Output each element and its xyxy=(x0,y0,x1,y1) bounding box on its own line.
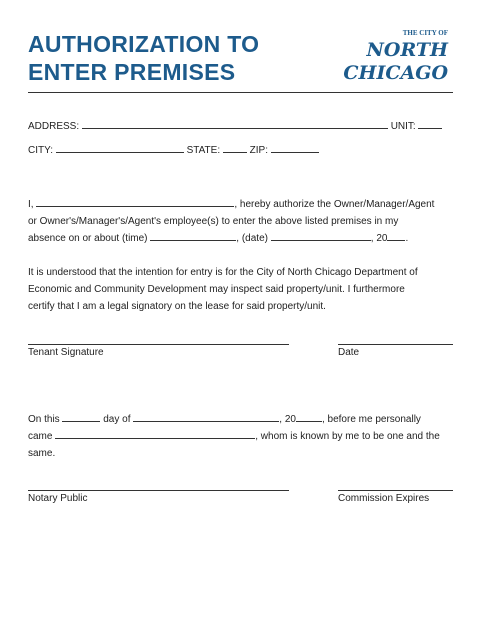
notary-line-3: same. xyxy=(28,448,56,459)
address-label: ADDRESS: xyxy=(28,121,80,132)
commission-expires-field[interactable] xyxy=(338,490,453,491)
state-field[interactable] xyxy=(223,142,247,153)
authorization-line-3: absence on or about (time) , (date) , 20 . xyxy=(28,230,453,247)
zip-field[interactable] xyxy=(271,142,319,153)
signature-date-field[interactable] xyxy=(338,344,453,345)
authorization-line-1: I, , hereby authorize the Owner/Manager/Agent xyxy=(28,196,453,213)
logo-top-text: THE CITY OF xyxy=(402,29,448,37)
address-field[interactable] xyxy=(82,118,388,129)
signature-date-label: Date xyxy=(338,347,360,358)
commission-expires-label: Commission Expires xyxy=(338,493,430,504)
city-logo xyxy=(336,26,454,86)
unit-label: UNIT: xyxy=(390,121,416,132)
notary-paragraph xyxy=(28,411,453,462)
header-divider xyxy=(28,92,453,93)
notary-public-label: Notary Public xyxy=(28,493,88,504)
logo-word-chicago: CHICAGO xyxy=(343,62,448,84)
notary-day-field[interactable] xyxy=(62,411,100,422)
year-field[interactable] xyxy=(387,230,405,241)
zip-label: ZIP: xyxy=(249,145,269,156)
title-line-2: ENTER PREMISES xyxy=(28,59,236,85)
logo-word-north: NORTH xyxy=(366,39,448,61)
title-line-1: AUTHORIZATION TO xyxy=(28,31,260,57)
tenant-signature-label: Tenant Signature xyxy=(28,347,104,358)
notary-year-field[interactable] xyxy=(296,411,322,422)
understanding-line-3: certify that I am a legal signatory on the lease for said property/unit. xyxy=(28,301,326,312)
notary-line-2: came , whom is known by me to be one and the xyxy=(28,428,453,445)
city-row xyxy=(28,142,319,158)
tenant-signature-field[interactable] xyxy=(28,344,289,345)
notary-line-1: On this day of , 20 , before me personally xyxy=(28,411,453,428)
notary-signature-field[interactable] xyxy=(28,490,289,491)
city-label: CITY: xyxy=(28,145,54,156)
unit-field[interactable] xyxy=(418,118,442,129)
state-label: STATE: xyxy=(186,145,221,156)
understanding-line-2: Economic and Community Development may inspect said property/unit. I furthermore xyxy=(28,284,405,295)
city-field[interactable] xyxy=(56,142,184,153)
authorization-line-2: or Owner's/Manager's/Agent's employee(s) to enter the above listed premises in my xyxy=(28,216,399,227)
understanding-paragraph xyxy=(28,264,453,315)
time-field[interactable] xyxy=(150,230,236,241)
tenant-name-field[interactable] xyxy=(36,196,234,207)
address-row xyxy=(28,118,442,134)
understanding-line-1: It is understood that the intention for entry is for the City of North Chicago Department of xyxy=(28,267,418,278)
notary-month-field[interactable] xyxy=(133,411,279,422)
date-field[interactable] xyxy=(271,230,371,241)
authorization-paragraph xyxy=(28,196,453,247)
notary-person-field[interactable] xyxy=(55,428,255,439)
page-title xyxy=(28,30,259,86)
